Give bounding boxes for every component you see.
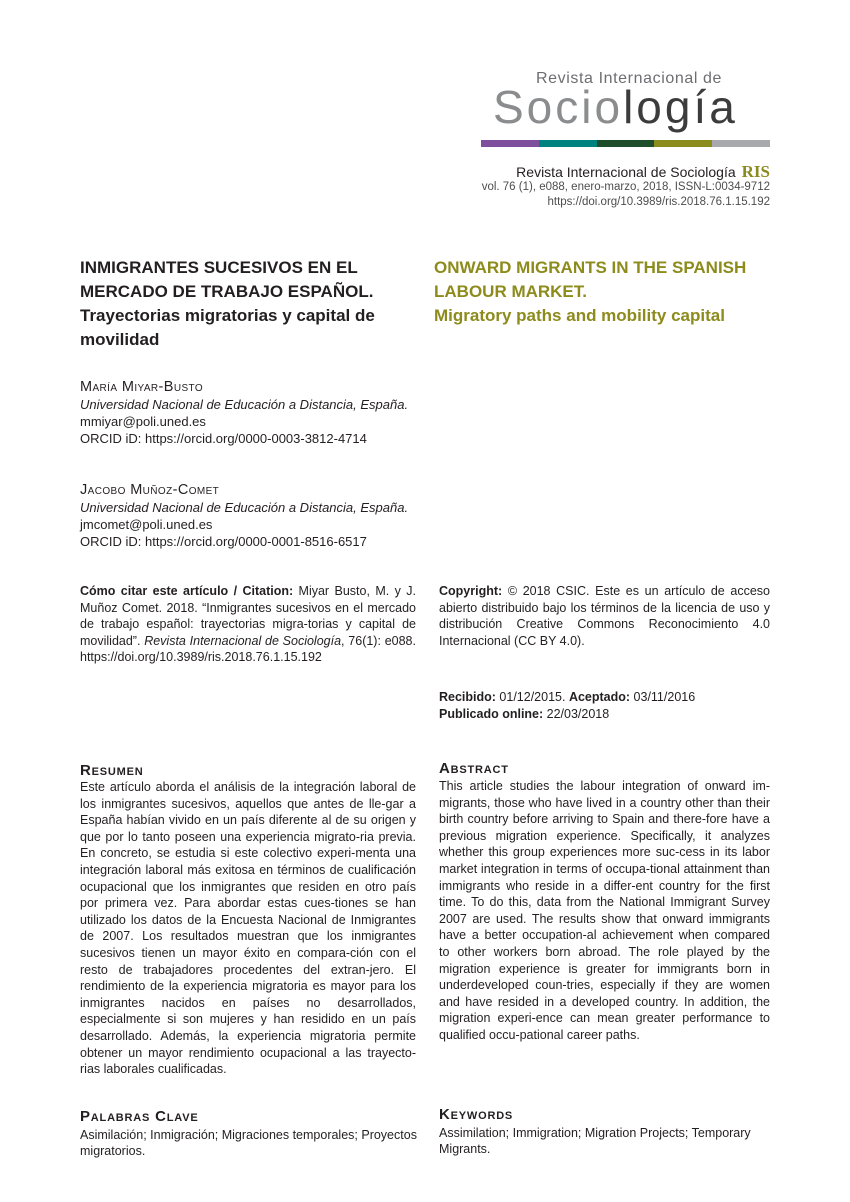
author-affiliation: Universidad Nacional de Educación a Distancia, España.: [80, 397, 409, 412]
author-orcid[interactable]: ORCID iD: https://orcid.org/0000-0003-3812-4714: [80, 431, 367, 446]
journal-name: [516, 162, 770, 182]
journal-logo-wordmark: [493, 80, 738, 134]
copyright-label: Copyright:: [439, 584, 503, 598]
logo-bar: [481, 140, 539, 147]
author-email[interactable]: jmcomet@poli.uned.es: [80, 517, 213, 532]
author-name: María Miyar-Busto: [80, 379, 204, 395]
logo-color-bars: [481, 140, 770, 147]
logo-bar: [654, 140, 712, 147]
ris-logo: RIS: [741, 162, 770, 181]
received-label: Recibido:: [439, 690, 496, 704]
palabras-clave-text: Asimilación; Inmigración; Migraciones temporales; Proyectos migratorios.: [80, 1128, 417, 1158]
published-label: Publicado online:: [439, 706, 544, 721]
author-affiliation: Universidad Nacional de Educación a Distancia, España.: [80, 500, 409, 515]
received-accepted-line: [439, 689, 770, 706]
title-en-main: ONWARD MIGRANTS IN THE SPANISH LABOUR MARKET.: [434, 258, 747, 301]
author-block: [80, 482, 408, 550]
title-english: [434, 256, 779, 328]
logo-part-2: logía: [623, 81, 738, 133]
resumen-text: Este artículo aborda el análisis de la integración laboral de los inmigrantes sucesivos, aquellos que antes de lle-gar a España habían vivido en un país diferente al de su origen y que por lo tanto poseen una experiencia migrato-ria previa. En concreto, se estudia si este colectivo experi-menta una integración laboral más exitosa en términos de cualificación ocupacional que los inmigrantes que residen en otro país por primera vez. Para abordar estas cues-tiones se han utilizado los datos de la Encuesta Nacional de Inmigrantes de 2007. Los resultados muestran que los inmigrantes sucesivos tienen un mayor éxito en compara-ción con el resto de trabajadores procedentes del extran-jero. El rendimiento de la experiencia migratoria es mayor para los inmigrantes nacidos en países no desarrollados, especialmente si son mujeres y han residido en un país desarrollado. Además, la experiencia migratoria permite obtener un mayor rendimiento ocupacional a las trayecto-rias laborales cualificadas.: [80, 780, 416, 1077]
author-block: [80, 379, 408, 447]
title-spanish: [80, 256, 425, 352]
journal-name-text: Revista Internacional de Sociología: [516, 164, 736, 180]
citation-text-2: , 76(1): e088. https://doi.org/10.3989/ris.2018.76.1.15.192: [80, 633, 416, 665]
volume-line: vol. 76 (1), e088, enero-marzo, 2018, ISSN-L:0034-9712: [481, 181, 770, 193]
abstract-heading: Abstract: [439, 760, 509, 777]
title-es-main: INMIGRANTES SUCESIVOS EN EL MERCADO DE TRABAJO ESPAÑOL.: [80, 258, 374, 301]
published-line: [439, 706, 770, 723]
citation-text-1: Miyar Busto, M. y J. Muñoz Comet. 2018. “Inmigrantes sucesivos en el mercado de trabajo español: trayectorias migra-torias y capital de movilidad”.: [80, 584, 416, 648]
published-date: 22/03/2018: [543, 706, 610, 721]
accepted-date: 03/11/2016: [630, 690, 696, 704]
author-email[interactable]: mmiyar@poli.uned.es: [80, 414, 206, 429]
citation: [80, 583, 416, 666]
citation-label: Cómo citar este artículo / Citation:: [80, 584, 294, 598]
title-es-sub: Trayectorias migratorias y capital de movilidad: [80, 306, 375, 349]
logo-bar: [597, 140, 655, 147]
author-name: Jacobo Muñoz-Comet: [80, 482, 220, 498]
copyright-text: © 2018 CSIC. Este es un artículo de acceso abierto distribuido bajo los términos de la licencia de uso y distribución Creative Commons Reconocimiento 4.0 Internacional (CC BY 4.0).: [439, 584, 770, 648]
palabras-clave-heading: Palabras Clave: [80, 1108, 199, 1125]
citation-journal: Revista Internacional de Sociología: [144, 633, 342, 648]
publication-dates: [439, 689, 770, 722]
abstract-text: This article studies the labour integration of onward im-migrants, those who have lived in a country other than their birth country before arriving to Spain and there-fore have a previous migration experience. Specifically, it analyzes whether this group experiences more suc-cess in its labor market integration in terms of occupa-tional attainment than immigrants who reside in a differ-ent country for the first time. To do this, data from the National Immigrant Survey 2007 are used. The results show that onward immigrants have a better occupation-al achievement when compared to other workers born abroad. The role played by the migration experience is greater for immigrants born in underdeveloped coun-tries, especially if they are women and have resided in a developed country. In addition, the migration experi-ence can mean greater performance to qualified occu-pational career paths.: [439, 779, 770, 1042]
keywords-text: Assimilation; Immigration; Migration Projects; Temporary Migrants.: [439, 1126, 751, 1156]
resumen-heading: Resumen: [80, 762, 144, 779]
keywords-heading: Keywords: [439, 1106, 514, 1123]
doi-line[interactable]: https://doi.org/10.3989/ris.2018.76.1.15.192: [547, 196, 770, 208]
logo-bar: [539, 140, 597, 147]
journal-info: [482, 180, 770, 210]
accepted-label: Aceptado:: [568, 690, 631, 704]
logo-part-1: Socio: [493, 81, 624, 133]
copyright: [439, 583, 770, 649]
journal-logo-top-line: Revista Internacional de: [536, 70, 723, 87]
author-orcid[interactable]: ORCID iD: https://orcid.org/0000-0001-8516-6517: [80, 534, 367, 549]
title-en-sub: Migratory paths and mobility capital: [434, 306, 725, 325]
received-date: 01/12/2015.: [495, 690, 569, 704]
logo-bar: [712, 140, 770, 147]
